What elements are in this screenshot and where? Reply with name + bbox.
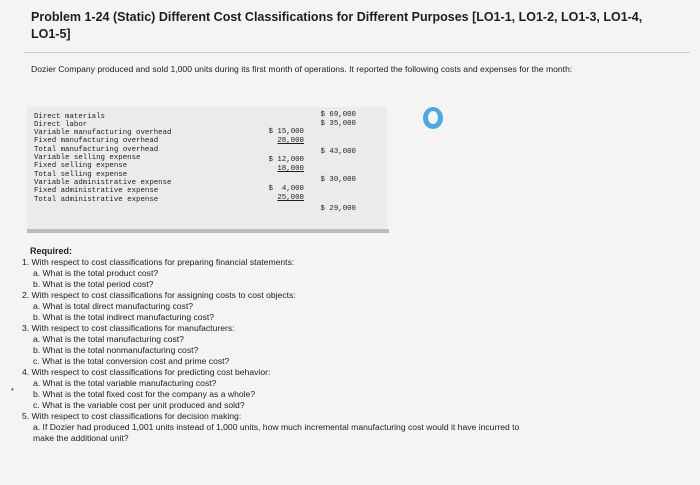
question-2: 2. With respect to cost classifications for assigning costs to cost objects: bbox=[22, 290, 296, 300]
cost-row-total: $ 29,000 bbox=[320, 205, 356, 213]
cost-row-label: Direct labor bbox=[34, 121, 88, 129]
question-4c: c. What is the variable cost per unit produced and sold? bbox=[33, 400, 245, 410]
cost-row-total: $ 35,000 bbox=[320, 120, 356, 128]
question-3a: a. What is the total manufacturing cost? bbox=[33, 334, 184, 344]
question-4a: a. What is the total variable manufacturing cost? bbox=[33, 378, 217, 388]
cost-row-label: Variable selling expense bbox=[34, 154, 141, 162]
cost-row-label: Total administrative expense bbox=[34, 196, 159, 204]
cost-row-label: Variable administrative expense bbox=[34, 179, 172, 187]
question-5a: a. If Dozier had produced 1,001 units instead of 1,000 units, how much incremental manufacturing cost would it have incurred to bbox=[33, 422, 520, 432]
question-2b: b. What is the total indirect manufacturing cost? bbox=[33, 312, 215, 322]
cost-row-component: 25,000 bbox=[277, 194, 304, 202]
cost-row-label: Fixed manufacturing overhead bbox=[34, 137, 159, 145]
question-1b: b. What is the total period cost? bbox=[33, 279, 154, 289]
required-heading: Required: bbox=[30, 246, 73, 256]
bullet-dot-icon: • bbox=[11, 385, 14, 394]
cost-row-total: $ 43,000 bbox=[320, 148, 356, 156]
question-3b: b. What is the total nonmanufacturing cost? bbox=[33, 345, 199, 355]
cost-row-total: $ 69,000 bbox=[320, 111, 356, 119]
question-4: 4. With respect to cost classifications for predicting cost behavior: bbox=[22, 367, 271, 377]
cost-row-label: Fixed administrative expense bbox=[34, 187, 159, 195]
question-5a-continued: make the additional unit? bbox=[33, 433, 129, 443]
cost-row-total: $ 30,000 bbox=[320, 176, 356, 184]
cost-row-label: Total manufacturing overhead bbox=[34, 146, 159, 154]
cost-row-component: $ 4,000 bbox=[268, 185, 304, 193]
cost-row-component: 28,000 bbox=[277, 137, 304, 145]
problem-intro: Dozier Company produced and sold 1,000 units during its first month of operations. It reported the following costs and expenses for the month: bbox=[31, 64, 573, 74]
problem-title-line-1: Problem 1-24 (Static) Different Cost Classifications for Different Purposes [LO1-1, LO1-2, LO1-3, LO1-4, bbox=[31, 10, 643, 24]
question-5: 5. With respect to cost classifications for decision making: bbox=[22, 411, 242, 421]
cost-row-component: 18,000 bbox=[277, 165, 304, 173]
problem-title bbox=[31, 9, 681, 43]
question-3: 3. With respect to cost classifications for manufacturers: bbox=[22, 323, 235, 333]
cost-row-label: Fixed selling expense bbox=[34, 162, 128, 170]
cost-row-component: $ 12,000 bbox=[268, 156, 304, 164]
title-divider bbox=[24, 52, 690, 53]
cost-row-component: $ 15,000 bbox=[268, 128, 304, 136]
cost-table-scroll-bar[interactable] bbox=[27, 229, 389, 233]
cost-row-label: Total selling expense bbox=[34, 171, 128, 179]
question-4b: b. What is the total fixed cost for the company as a whole? bbox=[33, 389, 256, 399]
question-1a: a. What is the total product cost? bbox=[33, 268, 159, 278]
problem-title-line-2: LO1-5] bbox=[31, 27, 71, 41]
circle-pin-icon[interactable] bbox=[423, 107, 443, 129]
question-1: 1. With respect to cost classifications for preparing financial statements: bbox=[22, 257, 295, 267]
question-3c: c. What is the total conversion cost and prime cost? bbox=[33, 356, 230, 366]
cost-row-label: Variable manufacturing overhead bbox=[34, 129, 172, 137]
question-2a: a. What is total direct manufacturing cost? bbox=[33, 301, 194, 311]
cost-row-label: Direct materials bbox=[34, 113, 105, 121]
